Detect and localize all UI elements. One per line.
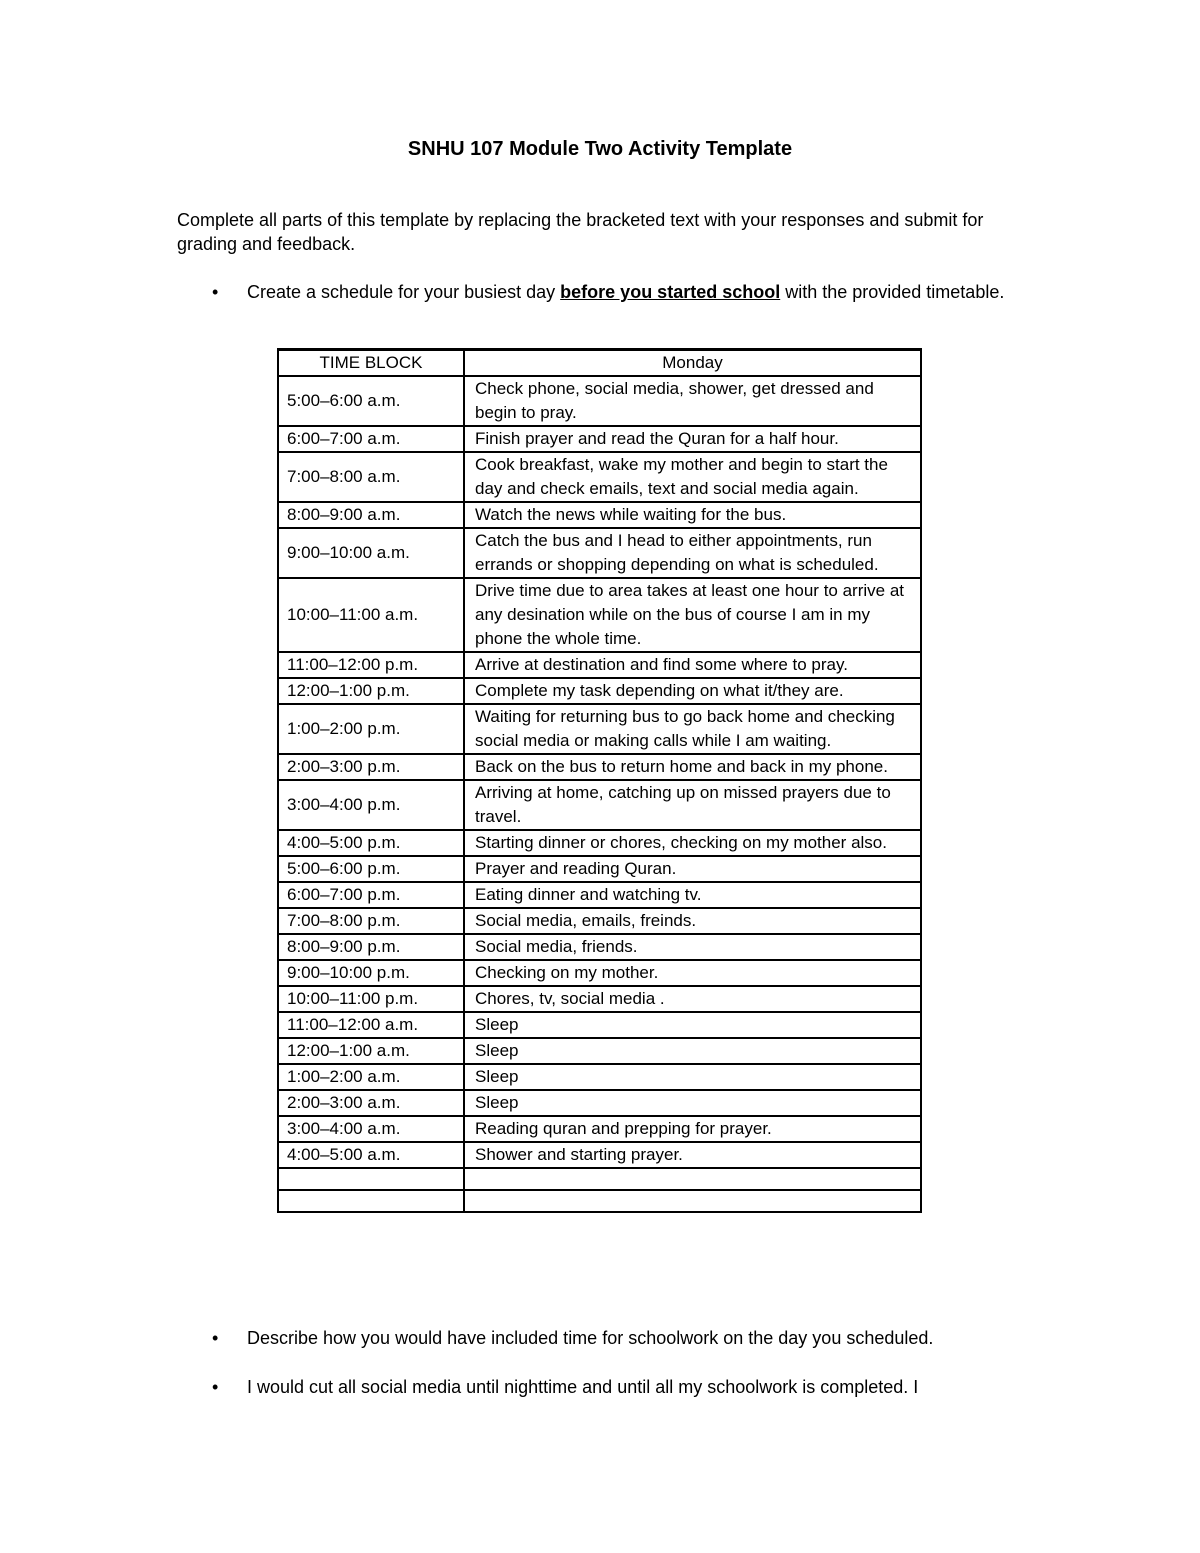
header-monday: Monday xyxy=(464,350,921,377)
time-block-cell: 11:00–12:00 a.m. xyxy=(278,1012,464,1038)
activity-cell: Social media, emails, freinds. xyxy=(464,908,921,934)
time-block-cell: 3:00–4:00 p.m. xyxy=(278,780,464,830)
table-row xyxy=(278,830,921,856)
table-row xyxy=(278,502,921,528)
activity-cell: Social media, friends. xyxy=(464,934,921,960)
activity-cell: Finish prayer and read the Quran for a half hour. xyxy=(464,426,921,452)
table-row xyxy=(278,754,921,780)
time-block-cell: 8:00–9:00 p.m. xyxy=(278,934,464,960)
time-block-cell: 1:00–2:00 p.m. xyxy=(278,704,464,754)
table-row xyxy=(278,1038,921,1064)
empty-row xyxy=(278,1190,921,1212)
bullet-create-schedule xyxy=(212,280,1012,304)
empty-cell xyxy=(278,1190,464,1212)
table-row xyxy=(278,678,921,704)
time-block-cell: 4:00–5:00 a.m. xyxy=(278,1142,464,1168)
activity-cell: Shower and starting prayer. xyxy=(464,1142,921,1168)
activity-cell: Checking on my mother. xyxy=(464,960,921,986)
time-block-cell: 8:00–9:00 a.m. xyxy=(278,502,464,528)
activity-cell: Check phone, social media, shower, get dressed and begin to pray. xyxy=(464,376,921,426)
activity-cell: Complete my task depending on what it/they are. xyxy=(464,678,921,704)
time-block-cell: 5:00–6:00 a.m. xyxy=(278,376,464,426)
bullet-describe-text: Describe how you would have included time for schoolwork on the day you scheduled. xyxy=(247,1328,934,1348)
activity-cell: Sleep xyxy=(464,1012,921,1038)
time-block-cell: 1:00–2:00 a.m. xyxy=(278,1064,464,1090)
activity-cell: Watch the news while waiting for the bus. xyxy=(464,502,921,528)
empty-cell xyxy=(464,1168,921,1190)
schedule-body xyxy=(278,376,921,1212)
table-row xyxy=(278,1090,921,1116)
time-block-cell: 6:00–7:00 a.m. xyxy=(278,426,464,452)
time-block-cell: 10:00–11:00 a.m. xyxy=(278,578,464,652)
time-block-cell: 2:00–3:00 a.m. xyxy=(278,1090,464,1116)
activity-cell: Cook breakfast, wake my mother and begin to start the day and check emails, text and social media again. xyxy=(464,452,921,502)
header-time-block: TIME BLOCK xyxy=(278,350,464,377)
time-block-cell: 12:00–1:00 a.m. xyxy=(278,1038,464,1064)
bullet1-emphasis: before you started school xyxy=(560,282,781,302)
table-row xyxy=(278,652,921,678)
table-row xyxy=(278,1064,921,1090)
activity-cell: Catch the bus and I head to either appointments, run errands or shopping depending on what is scheduled. xyxy=(464,528,921,578)
time-block-cell: 11:00–12:00 p.m. xyxy=(278,652,464,678)
activity-cell: Reading quran and prepping for prayer. xyxy=(464,1116,921,1142)
table-header-row xyxy=(278,350,921,377)
bullet-describe xyxy=(212,1326,1012,1350)
bullet-create-schedule-text xyxy=(247,280,1012,304)
activity-cell: Back on the bus to return home and back in my phone. xyxy=(464,754,921,780)
bullet1-pre: Create a schedule for your busiest day xyxy=(247,282,561,302)
table-row xyxy=(278,908,921,934)
table-row xyxy=(278,960,921,986)
table-row xyxy=(278,1116,921,1142)
time-block-cell: 4:00–5:00 p.m. xyxy=(278,830,464,856)
table-row xyxy=(278,578,921,652)
activity-cell: Chores, tv, social media . xyxy=(464,986,921,1012)
empty-cell xyxy=(278,1168,464,1190)
time-block-cell: 9:00–10:00 a.m. xyxy=(278,528,464,578)
activity-cell: Arrive at destination and find some where to pray. xyxy=(464,652,921,678)
table-row xyxy=(278,934,921,960)
intro-paragraph: Complete all parts of this template by replacing the bracketed text with your responses and submit for grading and feedback. xyxy=(177,210,984,254)
bullet-response xyxy=(212,1375,1012,1399)
activity-cell: Prayer and reading Quran. xyxy=(464,856,921,882)
time-block-cell: 2:00–3:00 p.m. xyxy=(278,754,464,780)
activity-cell: Arriving at home, catching up on missed prayers due to travel. xyxy=(464,780,921,830)
bullet1-post: with the provided timetable. xyxy=(780,282,1005,302)
empty-row xyxy=(278,1168,921,1190)
table-row xyxy=(278,882,921,908)
page-title: SNHU 107 Module Two Activity Template xyxy=(407,138,793,160)
time-block-cell: 7:00–8:00 a.m. xyxy=(278,452,464,502)
table-row xyxy=(278,1142,921,1168)
activity-cell: Drive time due to area takes at least one hour to arrive at any desination while on the bus of course I am in my phone the whole time. xyxy=(464,578,921,652)
activity-cell: Sleep xyxy=(464,1090,921,1116)
time-block-cell: 3:00–4:00 a.m. xyxy=(278,1116,464,1142)
table-row xyxy=(278,426,921,452)
activity-cell: Sleep xyxy=(464,1064,921,1090)
table-row xyxy=(278,452,921,502)
table-row xyxy=(278,1012,921,1038)
activity-cell: Starting dinner or chores, checking on my mother also. xyxy=(464,830,921,856)
table-row xyxy=(278,704,921,754)
bullet-icon: • xyxy=(212,282,219,302)
time-block-cell: 12:00–1:00 p.m. xyxy=(278,678,464,704)
bullet-icon: • xyxy=(212,1328,219,1348)
activity-cell: Waiting for returning bus to go back home and checking social media or making calls while I am waiting. xyxy=(464,704,921,754)
activity-cell: Sleep xyxy=(464,1038,921,1064)
time-block-cell: 10:00–11:00 p.m. xyxy=(278,986,464,1012)
activity-cell: Eating dinner and watching tv. xyxy=(464,882,921,908)
table-row xyxy=(278,986,921,1012)
table-row xyxy=(278,780,921,830)
table-row xyxy=(278,856,921,882)
table-row xyxy=(278,376,921,426)
empty-cell xyxy=(464,1190,921,1212)
time-block-cell: 5:00–6:00 p.m. xyxy=(278,856,464,882)
time-block-cell: 7:00–8:00 p.m. xyxy=(278,908,464,934)
bullet-icon: • xyxy=(212,1377,219,1397)
schedule-table xyxy=(277,348,922,1213)
bullet-response-text: I would cut all social media until nighttime and until all my schoolwork is completed. I xyxy=(247,1377,919,1397)
time-block-cell: 6:00–7:00 p.m. xyxy=(278,882,464,908)
table-row xyxy=(278,528,921,578)
time-block-cell: 9:00–10:00 p.m. xyxy=(278,960,464,986)
